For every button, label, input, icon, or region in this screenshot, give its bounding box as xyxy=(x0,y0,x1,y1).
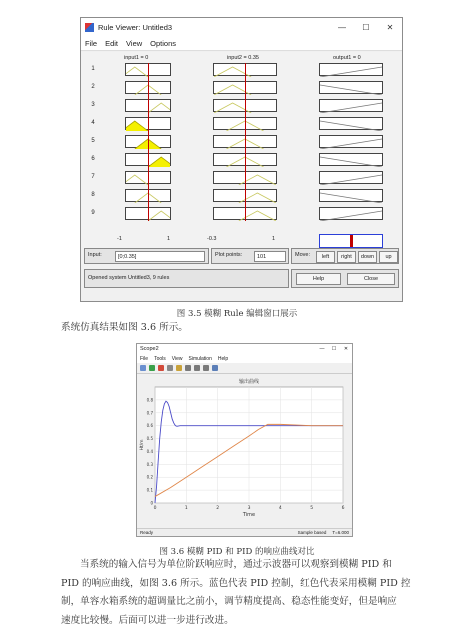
rule-viewer-menu-bar xyxy=(81,37,402,51)
y-tick-label: 0.2 xyxy=(146,474,153,480)
scope-status-time: T=6.000 xyxy=(332,530,349,535)
move-left-button[interactable]: left xyxy=(316,251,335,263)
membership-curve xyxy=(148,103,170,113)
rule-number-3: 3 xyxy=(91,102,95,108)
scope-plot xyxy=(137,375,352,522)
membership-curve xyxy=(126,121,148,131)
close-icon[interactable]: ✕ xyxy=(386,23,394,32)
menu-file[interactable]: File xyxy=(85,39,98,48)
x-axis-label: Time xyxy=(242,512,256,518)
rule-7-out-mf xyxy=(320,174,382,185)
rule-viewer-window xyxy=(80,17,403,302)
membership-curve xyxy=(320,85,382,95)
membership-curve xyxy=(148,211,170,221)
matlab-app-icon xyxy=(85,23,94,32)
rule-plot-area xyxy=(81,52,402,264)
rule-4-out-mf xyxy=(320,120,382,131)
figure-3-6-caption: 图 3.6 模糊 PID 和 PID 的响应曲线对比 xyxy=(159,547,315,557)
move-down-button[interactable]: down xyxy=(358,251,377,263)
minimize-icon[interactable]: — xyxy=(338,23,346,32)
input-panel xyxy=(84,248,209,264)
rule-number-6: 6 xyxy=(91,156,95,162)
x-tick-label: 0 xyxy=(153,506,157,511)
rule-8-out-cell[interactable] xyxy=(319,189,383,202)
plot-points-field[interactable]: 101 xyxy=(254,251,286,262)
maximize-icon[interactable]: ☐ xyxy=(362,23,370,32)
move-up-button[interactable]: up xyxy=(379,251,398,263)
input2-red-line xyxy=(245,63,246,221)
scope-window xyxy=(136,343,353,537)
paragraph-line-3: 制，单容水箱系统的超调量比之前小，调节精度提高、稳态性能变好，但是响应 xyxy=(61,596,397,607)
zoom-in-icon[interactable] xyxy=(185,365,191,371)
membership-curve xyxy=(320,139,382,149)
action-panel xyxy=(291,269,399,288)
y-tick-label: 0 xyxy=(150,500,153,506)
autoscale-icon[interactable] xyxy=(203,365,209,371)
status-text: Opened system Untitled3, 9 rules xyxy=(88,275,170,281)
rule-viewer-controls xyxy=(84,248,399,298)
input2-axis-min: -0.3 xyxy=(207,236,217,242)
run-icon[interactable] xyxy=(149,365,155,371)
rule-number-1: 1 xyxy=(91,66,95,72)
input1-axis-min: -1 xyxy=(117,236,122,242)
help-button[interactable]: Help xyxy=(296,273,341,285)
aggregated-output-cell[interactable] xyxy=(319,234,383,248)
scope-title-bar xyxy=(137,344,352,354)
rule-1-out-mf xyxy=(320,66,382,77)
x-tick-label: 5 xyxy=(310,506,314,511)
settings-icon[interactable] xyxy=(140,365,146,371)
step-icon[interactable] xyxy=(167,365,173,371)
membership-curve xyxy=(126,175,148,185)
membership-curve xyxy=(320,67,382,77)
x-tick-label: 1 xyxy=(184,506,188,511)
x-tick-label: 3 xyxy=(247,506,251,511)
paragraph-line-1: 当系统的输入信号为单位阶跃响应时，通过示波器可以观察到模糊 PID 和 xyxy=(80,559,392,570)
paragraph-line-4: 速度比较慢。后面可以进一步进行改进。 xyxy=(61,614,234,626)
scope-title: Scope2 xyxy=(140,346,159,352)
rule-number-7: 7 xyxy=(91,174,95,180)
membership-curve xyxy=(148,157,170,167)
membership-curve xyxy=(320,157,382,167)
membership-curve xyxy=(126,67,148,77)
y-tick-label: 0.8 xyxy=(146,397,153,403)
rule-4-out-cell[interactable] xyxy=(319,117,383,130)
output1-header: output1 = 0 xyxy=(333,55,361,61)
rule-8-out-mf xyxy=(320,192,382,203)
figure-3-5-caption: 图 3.5 模糊 Rule 编辑窗口展示 xyxy=(176,309,298,319)
y-tick-label: 0.6 xyxy=(146,423,153,429)
scope-minimize-icon[interactable]: — xyxy=(319,346,325,352)
rule-3-out-mf xyxy=(320,102,382,113)
scope-status-sample: Sample based xyxy=(297,530,327,535)
highlight-icon[interactable] xyxy=(176,365,182,371)
rule-9-out-cell[interactable] xyxy=(319,207,383,220)
stop-icon[interactable] xyxy=(158,365,164,371)
input-label: Input: xyxy=(88,252,102,258)
paragraph-line-2: PID 的响应曲线，如图 3.6 所示。蓝色代表 PID 控制，红色代表采用模糊 PID 控 xyxy=(61,577,411,589)
membership-curve xyxy=(320,103,382,113)
y-axis-label: Ht/m xyxy=(140,439,145,451)
x-tick-label: 6 xyxy=(341,506,345,511)
rule-3-out-cell[interactable] xyxy=(319,99,383,112)
rule-6-out-cell[interactable] xyxy=(319,153,383,166)
rule-viewer-title: Rule Viewer: Untitled3 xyxy=(98,23,173,32)
rule-5-out-cell[interactable] xyxy=(319,135,383,148)
scope-menu-file[interactable]: File xyxy=(140,355,149,362)
menu-view[interactable]: View xyxy=(126,39,143,48)
cursor-icon[interactable] xyxy=(212,365,218,371)
rule-2-out-mf xyxy=(320,84,382,95)
input2-header: input2 = 0.35 xyxy=(227,55,259,61)
menu-edit[interactable]: Edit xyxy=(105,39,119,48)
scope-maximize-icon[interactable]: ☐ xyxy=(331,346,337,352)
intro-text: 系统仿真结果如图 3.6 所示。 xyxy=(61,322,188,333)
rule-1-out-cell[interactable] xyxy=(319,63,383,76)
scope-status-bar xyxy=(137,528,352,536)
scope-menu-help[interactable]: Help xyxy=(217,355,229,362)
zoom-out-icon[interactable] xyxy=(194,365,200,371)
membership-curve xyxy=(320,121,382,131)
y-tick-label: 0.7 xyxy=(146,410,153,416)
output-value-marker xyxy=(350,235,353,247)
scope-menu-simulation[interactable]: Simulation xyxy=(188,355,212,362)
move-label: Move: xyxy=(295,252,310,258)
membership-curve xyxy=(320,175,382,185)
rule-2-out-cell[interactable] xyxy=(319,81,383,94)
rule-number-8: 8 xyxy=(91,192,95,198)
scope-menu-bar xyxy=(137,354,352,363)
scope-status-ready: Ready xyxy=(140,530,154,535)
input1-red-line xyxy=(148,63,149,221)
rule-6-out-mf xyxy=(320,156,382,167)
rule-7-out-cell[interactable] xyxy=(319,171,383,184)
plot-points-label: Plot points: xyxy=(215,252,243,258)
move-right-button[interactable]: right xyxy=(337,251,356,263)
y-tick-label: 0.5 xyxy=(146,436,153,442)
x-tick-label: 2 xyxy=(216,506,220,511)
rule-5-out-mf xyxy=(320,138,382,149)
y-tick-label: 0.3 xyxy=(146,461,153,467)
plot-points-panel xyxy=(211,248,289,264)
input2-axis-max: 1 xyxy=(272,236,276,242)
rule-9-out-mf xyxy=(320,210,382,221)
y-tick-label: 0.1 xyxy=(146,487,153,493)
membership-curve xyxy=(320,211,382,221)
chart-title: 输出曲线 xyxy=(238,379,260,385)
scope-menu-view[interactable]: View xyxy=(171,355,183,362)
input-vector-field[interactable]: [0;0.35] xyxy=(115,251,205,262)
x-tick-label: 4 xyxy=(278,506,282,511)
input1-axis-max: 1 xyxy=(167,236,171,242)
scope-menu-tools[interactable]: Tools xyxy=(154,355,166,362)
scope-toolbar xyxy=(137,363,352,374)
rule-number-9: 9 xyxy=(91,210,95,216)
move-panel xyxy=(291,248,399,264)
rule-number-5: 5 xyxy=(91,138,95,144)
membership-curve xyxy=(320,193,382,203)
rule-number-2: 2 xyxy=(91,84,95,90)
close-button[interactable]: Close xyxy=(347,273,395,285)
status-panel xyxy=(84,269,289,288)
menu-options[interactable]: Options xyxy=(150,39,177,48)
y-tick-label: 0.4 xyxy=(146,448,153,454)
scope-close-icon[interactable]: ✕ xyxy=(343,346,349,352)
rule-viewer-title-bar xyxy=(81,18,402,37)
rule-number-4: 4 xyxy=(91,120,95,126)
input1-header: input1 = 0 xyxy=(124,55,149,61)
